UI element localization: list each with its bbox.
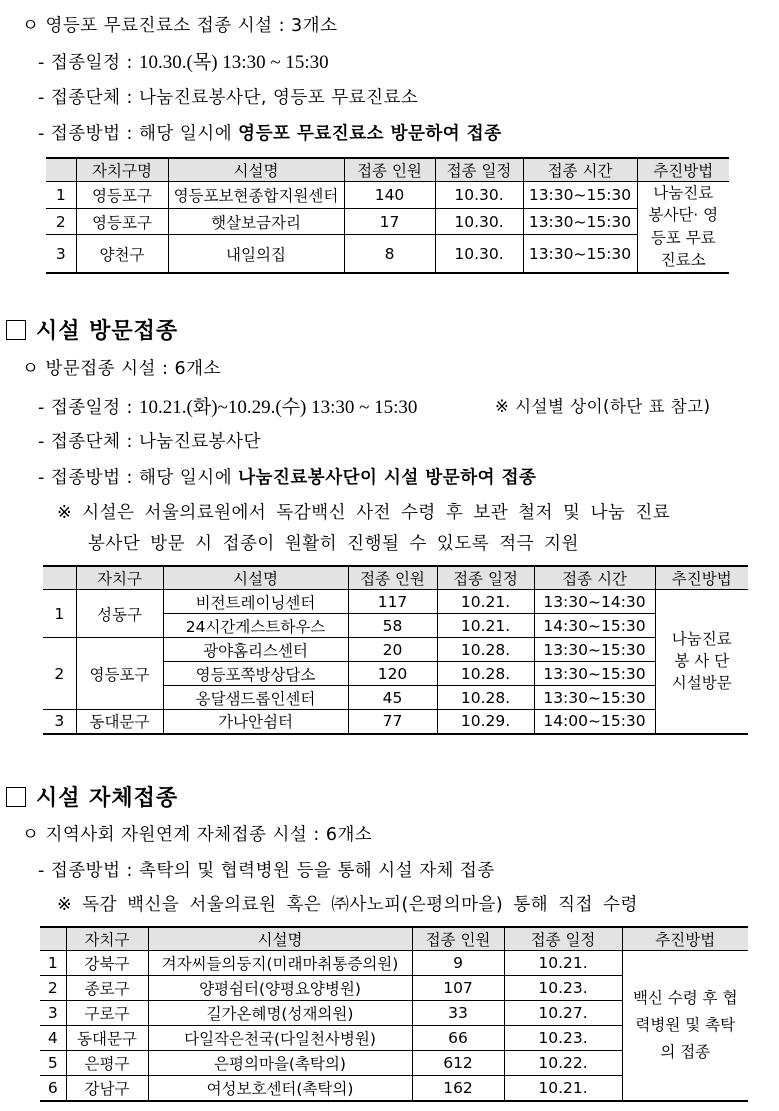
cell-count: 58 bbox=[348, 614, 437, 638]
table-row bbox=[43, 590, 748, 614]
sec2-title bbox=[6, 314, 178, 345]
cell-count: 117 bbox=[348, 590, 437, 614]
col-header-count: 접종 인원 bbox=[344, 158, 435, 182]
col-header-facility: 시설명 bbox=[148, 927, 412, 951]
cell-facility: 영등포쪽방상담소 bbox=[163, 662, 348, 686]
cell-time: 13:30~15:30 bbox=[523, 208, 637, 235]
cell-facility: 내일의집 bbox=[168, 235, 344, 273]
cell-count: 45 bbox=[348, 686, 437, 710]
cell-count: 120 bbox=[348, 662, 437, 686]
cell-facility: 24시간게스트하우스 bbox=[163, 614, 348, 638]
cell-method: 나눔진료 봉 사 단 시설방문 bbox=[655, 590, 748, 734]
cell-gu: 은평구 bbox=[66, 1051, 148, 1076]
sec2-org: - 접종단체 : 나눔진료봉사단 bbox=[38, 432, 261, 452]
cell-time: 14:30~15:30 bbox=[534, 614, 655, 638]
method-bold: 나눔진료봉사단이 시설 방문하여 접종 bbox=[238, 468, 537, 488]
cell-time: 13:30~15:30 bbox=[534, 686, 655, 710]
cell-time: 13:30~15:30 bbox=[523, 182, 637, 209]
cell-date: 10.29. bbox=[437, 710, 534, 734]
table-row bbox=[43, 638, 748, 662]
table-row bbox=[46, 182, 729, 209]
cell-facility: 광야홈리스센터 bbox=[163, 638, 348, 662]
cell-no: 3 bbox=[43, 710, 76, 734]
sec2-note-line2: 봉사단 방문 시 접종이 원활히 진행될 수 있도록 적극 지원 bbox=[88, 534, 579, 554]
cell-date: 10.28. bbox=[437, 662, 534, 686]
cell-count: 8 bbox=[344, 235, 435, 273]
cell-date: 10.27. bbox=[504, 1001, 622, 1026]
cell-no: 6 bbox=[40, 1076, 66, 1101]
sec3-title bbox=[6, 781, 178, 812]
cell-gu: 영등포구 bbox=[76, 182, 168, 209]
cell-count: 612 bbox=[412, 1051, 504, 1076]
col-header-facility: 시설명 bbox=[168, 158, 344, 182]
col-header-date: 접종 일정 bbox=[435, 158, 523, 182]
cell-date: 10.22. bbox=[504, 1051, 622, 1076]
cell-no: 5 bbox=[40, 1051, 66, 1076]
cell-gu: 동대문구 bbox=[76, 710, 163, 734]
col-header-method: 추진방법 bbox=[622, 927, 748, 951]
cell-date: 10.23. bbox=[504, 1026, 622, 1051]
sec2-table bbox=[43, 565, 748, 735]
cell-date: 10.23. bbox=[504, 976, 622, 1001]
sec3-note: ※ 독감 백신을 서울의료원 혹은 ㈜사노피(은평의마을) 통해 직접 수령 bbox=[57, 895, 638, 915]
sec1-method bbox=[38, 120, 502, 145]
cell-gu: 영등포구 bbox=[76, 208, 168, 235]
cell-time: 14:00~15:30 bbox=[534, 710, 655, 734]
cell-gu: 강남구 bbox=[66, 1076, 148, 1101]
section-title-text: 시설 방문접종 bbox=[36, 319, 179, 344]
cell-no: 4 bbox=[40, 1026, 66, 1051]
sec3-method: - 접종방법 : 촉탁의 및 협력병원 등을 통해 시설 자체 접종 bbox=[38, 861, 495, 881]
sec2-method bbox=[38, 464, 536, 489]
cell-gu: 강북구 bbox=[66, 951, 148, 976]
col-header-no bbox=[46, 158, 76, 182]
cell-date: 10.28. bbox=[437, 638, 534, 662]
sec1-heading: ㅇ 영등포 무료진료소 접종 시설 : 3개소 bbox=[22, 16, 338, 36]
cell-method: 나눔진료 봉사단· 영등포 무료진료소 bbox=[637, 182, 729, 273]
col-header-gu: 자치구명 bbox=[76, 158, 168, 182]
cell-gu: 양천구 bbox=[76, 235, 168, 273]
col-header-method: 추진방법 bbox=[655, 566, 748, 590]
schedule-value: 10.30.(목) 13:30 ~ 15:30 bbox=[139, 52, 329, 73]
sec2-heading: ㅇ 방문접종 시설 : 6개소 bbox=[22, 359, 221, 379]
sec3-heading: ㅇ 지역사회 자원연계 자체접종 시설 : 6개소 bbox=[22, 825, 373, 845]
cell-count: 17 bbox=[344, 208, 435, 235]
cell-count: 107 bbox=[412, 976, 504, 1001]
sec2-schedule-note: ※ 시설별 상이(하단 표 참고) bbox=[495, 397, 711, 416]
cell-gu: 종로구 bbox=[66, 976, 148, 1001]
cell-date: 10.30. bbox=[435, 182, 523, 209]
col-header-no bbox=[40, 927, 66, 951]
cell-gu: 성동구 bbox=[76, 590, 163, 638]
col-header-time: 접종 시간 bbox=[523, 158, 637, 182]
schedule-label: - 접종일정 : bbox=[38, 53, 140, 73]
cell-facility: 비전트레이닝센터 bbox=[163, 590, 348, 614]
col-header-gu: 자치구 bbox=[76, 566, 163, 590]
table-row bbox=[43, 710, 748, 734]
col-header-method: 추진방법 bbox=[637, 158, 729, 182]
cell-no: 1 bbox=[40, 951, 66, 976]
cell-no: 1 bbox=[46, 182, 76, 209]
sec3-table bbox=[40, 926, 748, 1102]
table-row bbox=[40, 951, 748, 976]
cell-no: 3 bbox=[46, 235, 76, 273]
cell-facility: 여성보호센터(촉탁의) bbox=[148, 1076, 412, 1101]
col-header-count: 접종 인원 bbox=[412, 927, 504, 951]
cell-count: 20 bbox=[348, 638, 437, 662]
cell-time: 13:30~15:30 bbox=[534, 638, 655, 662]
cell-time: 13:30~14:30 bbox=[534, 590, 655, 614]
table-row bbox=[46, 235, 729, 273]
col-header-date: 접종 일정 bbox=[504, 927, 622, 951]
cell-count: 140 bbox=[344, 182, 435, 209]
sec2-note-line1: ※ 시설은 서울의료원에서 독감백신 사전 수령 후 보관 철저 및 나눔 진료 bbox=[57, 503, 671, 523]
cell-no: 1 bbox=[43, 590, 76, 638]
cell-facility: 영등포보현종합지원센터 bbox=[168, 182, 344, 209]
cell-time: 13:30~15:30 bbox=[534, 662, 655, 686]
cell-no: 2 bbox=[40, 976, 66, 1001]
col-header-no bbox=[43, 566, 76, 590]
cell-gu: 구로구 bbox=[66, 1001, 148, 1026]
cell-method: 백신 수령 후 협력병원 및 촉탁의 접종 bbox=[622, 951, 748, 1101]
sec1-org: - 접종단체 : 나눔진료봉사단, 영등포 무료진료소 bbox=[38, 88, 419, 108]
schedule-value: 10.21.(화)~10.29.(수) 13:30 ~ 15:30 bbox=[139, 397, 418, 418]
table-row bbox=[46, 208, 729, 235]
cell-date: 10.21. bbox=[437, 590, 534, 614]
cell-facility: 가나안쉼터 bbox=[163, 710, 348, 734]
col-header-time: 접종 시간 bbox=[534, 566, 655, 590]
cell-date: 10.21. bbox=[437, 614, 534, 638]
cell-date: 10.21. bbox=[504, 1076, 622, 1101]
schedule-label: - 접종일정 : bbox=[38, 398, 140, 418]
cell-time: 13:30~15:30 bbox=[523, 235, 637, 273]
checkbox-square-icon bbox=[6, 320, 26, 340]
cell-no: 3 bbox=[40, 1001, 66, 1026]
method-prefix: - 접종방법 : 해당 일시에 bbox=[38, 468, 239, 488]
sec1-schedule bbox=[38, 47, 329, 74]
sec2-schedule bbox=[38, 392, 417, 419]
cell-count: 33 bbox=[412, 1001, 504, 1026]
sec1-table bbox=[46, 157, 729, 274]
section-title-text: 시설 자체접종 bbox=[36, 786, 179, 811]
cell-date: 10.30. bbox=[435, 235, 523, 273]
col-header-count: 접종 인원 bbox=[348, 566, 437, 590]
method-prefix: - 접종방법 : 해당 일시에 bbox=[38, 124, 239, 144]
cell-facility: 양평쉼터(양평요양병원) bbox=[148, 976, 412, 1001]
cell-date: 10.21. bbox=[504, 951, 622, 976]
cell-count: 9 bbox=[412, 951, 504, 976]
col-header-facility: 시설명 bbox=[163, 566, 348, 590]
cell-gu: 동대문구 bbox=[66, 1026, 148, 1051]
cell-facility: 다일작은천국(다일천사병원) bbox=[148, 1026, 412, 1051]
cell-facility: 옹달샘드롭인센터 bbox=[163, 686, 348, 710]
col-header-gu: 자치구 bbox=[66, 927, 148, 951]
cell-no: 2 bbox=[43, 638, 76, 710]
col-header-date: 접종 일정 bbox=[437, 566, 534, 590]
cell-count: 77 bbox=[348, 710, 437, 734]
cell-count: 66 bbox=[412, 1026, 504, 1051]
cell-facility: 겨자씨들의둥지(미래마취통증의원) bbox=[148, 951, 412, 976]
cell-date: 10.30. bbox=[435, 208, 523, 235]
cell-count: 162 bbox=[412, 1076, 504, 1101]
method-bold: 영등포 무료진료소 방문하여 접종 bbox=[238, 124, 502, 144]
cell-date: 10.28. bbox=[437, 686, 534, 710]
cell-facility: 은평의마을(촉탁의) bbox=[148, 1051, 412, 1076]
checkbox-square-icon bbox=[6, 787, 26, 807]
cell-no: 2 bbox=[46, 208, 76, 235]
cell-facility: 길가온혜명(성재의원) bbox=[148, 1001, 412, 1026]
cell-facility: 햇살보금자리 bbox=[168, 208, 344, 235]
cell-gu: 영등포구 bbox=[76, 638, 163, 710]
